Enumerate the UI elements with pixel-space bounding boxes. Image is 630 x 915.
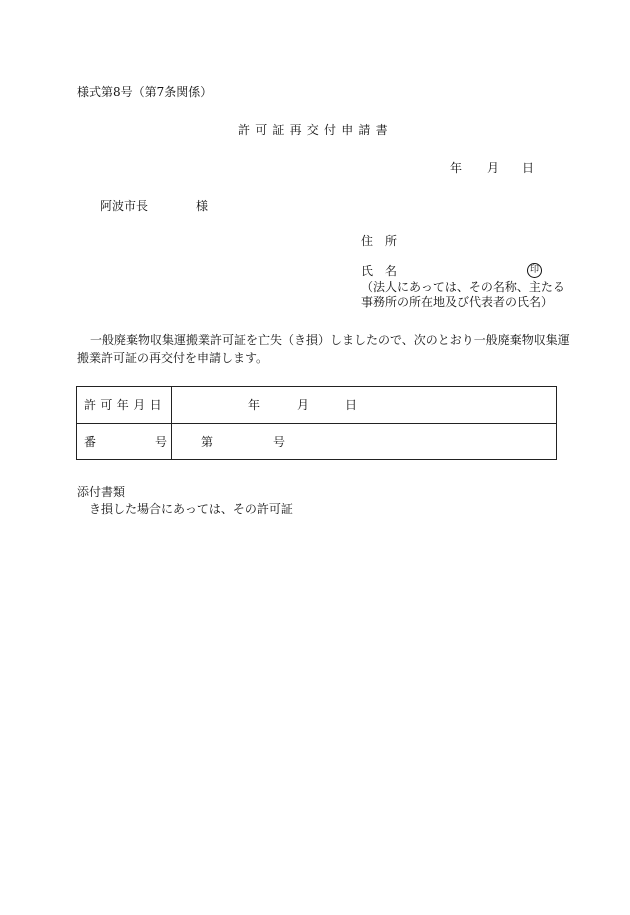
addressee-honorific: 様	[196, 199, 209, 213]
corporate-note-line-2: 事務所の所在地及び代表者の氏名）	[361, 295, 554, 309]
name-label-char-2: 名	[385, 264, 398, 278]
name-label-char-1: 氏	[361, 264, 374, 278]
number-suffix: 号	[273, 435, 286, 449]
body-text-line-2: 搬業許可証の再交付を申請します。	[77, 351, 269, 365]
form-number: 様式第8号（第7条関係）	[77, 85, 213, 99]
permit-date-day: 日	[345, 398, 358, 412]
permit-date-year: 年	[248, 398, 261, 412]
corporate-note-line-1: （法人にあっては、その名称、主たる	[361, 280, 565, 294]
attachments-heading: 添付書類	[77, 485, 126, 499]
document-title: 許可証再交付申請書	[238, 123, 393, 137]
date-day-label: 日	[522, 161, 535, 175]
address-label-char-2: 所	[385, 234, 398, 248]
date-month-label: 月	[487, 161, 500, 175]
number-label-char-1: 番	[84, 435, 97, 449]
address-label-char-1: 住	[361, 234, 374, 248]
body-text-line-1: 一般廃棄物収集運搬業許可証を亡失（き損）しましたので、次のとおり一般廃棄物収集運	[90, 333, 570, 347]
permit-date-label: 許可年月日	[84, 398, 167, 412]
seal-mark: 印	[527, 263, 542, 278]
number-label-char-2: 号	[155, 435, 168, 449]
address-label	[361, 235, 397, 247]
table-row-number	[77, 424, 556, 460]
permit-info-table	[76, 386, 557, 460]
table-row-permit-date	[77, 387, 556, 424]
name-label	[361, 265, 397, 277]
permit-date-month: 月	[297, 398, 310, 412]
number-prefix: 第	[201, 435, 214, 449]
addressee-name: 阿波市長	[100, 199, 149, 213]
date-year-label: 年	[450, 161, 463, 175]
attachment-item: き損した場合にあっては、その許可証	[89, 502, 293, 516]
